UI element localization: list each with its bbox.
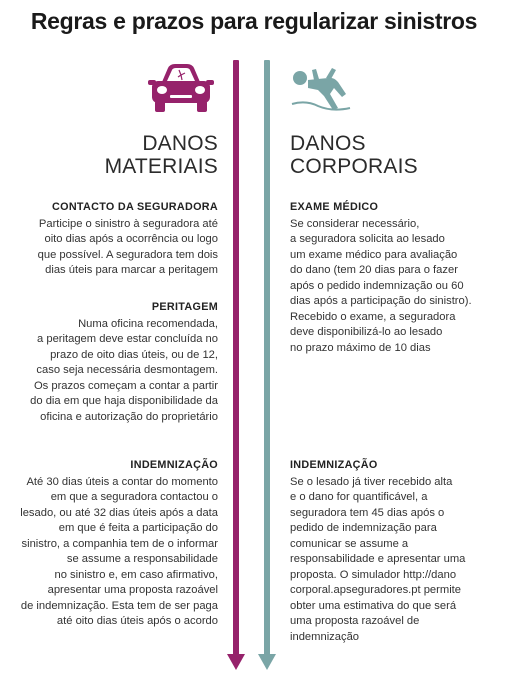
section-title: PERITAGEM bbox=[151, 301, 218, 313]
section-body: Se considerar necessário, a seguradora solicita ao lesado um exame médico para avaliação do dano (tem 20 dias para o fazer após o pedido indemnização ou 60 dias após a participação do sinistro). Recebido o exame, a seguradora deve disponibilizá-lo ao lesado no prazo máximo de 10 dias bbox=[290, 217, 472, 354]
person-falling-icon bbox=[288, 64, 360, 112]
heading-line: DANOS bbox=[290, 132, 366, 155]
section-title: CONTACTO DA SEGURADORA bbox=[52, 201, 218, 213]
section-indemnizacao-corporais bbox=[290, 458, 490, 645]
section-indemnizacao-materiais bbox=[12, 458, 218, 630]
car-damage-icon bbox=[148, 62, 214, 114]
timeline-left bbox=[233, 60, 239, 660]
timeline-right bbox=[264, 60, 270, 660]
section-title: EXAME MÉDICO bbox=[290, 201, 379, 213]
section-contacto-seguradora bbox=[12, 200, 218, 279]
arrow-down-icon bbox=[258, 654, 276, 670]
heading-line: MATERIAIS bbox=[104, 155, 218, 178]
arrow-down-icon bbox=[227, 654, 245, 670]
page-title: Regras e prazos para regularizar sinistros bbox=[30, 8, 478, 34]
section-body: Até 30 dias úteis a contar do momento em que a seguradora contactou o lesado, ou até 32 dias úteis após a data em que é feita a participação do sinistro, a companhia tem de o informar se assume a responsabilidade no sinistro e, em caso afirmativo, apresentar uma proposta razoável de indemnização. Esta tem de ser paga até oito dias úteis após o acordo bbox=[20, 475, 218, 627]
section-title: INDEMNIZAÇÃO bbox=[130, 459, 218, 471]
section-body: Numa oficina recomendada, a peritagem deve estar concluída no prazo de oito dias úteis, ou de 12, caso seja necessária desmontagem. Os prazos começam a contar a partir do dia em que haja disponibilidade da oficina e autorização do proprietário bbox=[30, 317, 218, 423]
section-title: INDEMNIZAÇÃO bbox=[290, 459, 378, 471]
heading-line: CORPORAIS bbox=[290, 155, 418, 178]
section-body: Participe o sinistro à seguradora até oito dias após a ocorrência ou logo que possível. A seguradora tem dois dias úteis para marcar a peritagem bbox=[37, 217, 218, 276]
heading-line: DANOS bbox=[142, 132, 218, 155]
section-exame-medico bbox=[290, 200, 490, 356]
right-column-heading bbox=[290, 132, 418, 178]
section-body: Se o lesado já tiver recebido alta e o dano for quantificável, a seguradora tem 45 dias após o pedido de indemnização para comunicar se assume a responsabilidade e apresentar uma proposta. O simulador http://dano corporal.apseguradores.pt permite obter uma estimativa do que será uma proposta razoável de indemnização bbox=[290, 475, 466, 643]
left-column-heading bbox=[105, 132, 218, 178]
section-peritagem bbox=[12, 300, 218, 425]
